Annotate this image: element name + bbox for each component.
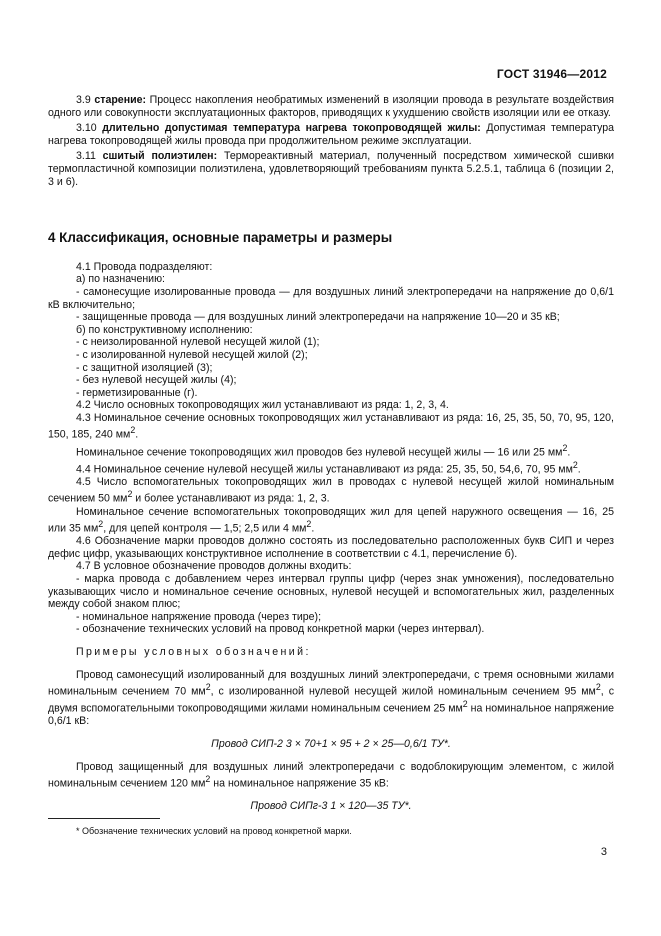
clause-4-3	[48, 412, 614, 442]
example-1-formula: Провод СИП-2 3 × 70+1 × 95 + 2 × 25—0,6/1 ТУ*.	[211, 738, 451, 751]
superscript: 2	[98, 519, 104, 530]
superscript: 2	[595, 682, 601, 693]
clause-4-6: 4.6 Обозначение марки проводов должно состоять из последовательно расположенных букв СИП и через дефис цифр, указывающих конструктивное исполнение в соответствии с 4.1, перечисление б).	[48, 535, 614, 560]
def-text: Процесс накопления необратимых изменений в изоляции провода в результате воздействия одного или совокупности эксплуатационных факторов, приводящих к ухудшению свойств изоляции или ее отказу.	[48, 94, 615, 119]
clause-4-1: 4.1 Провода подразделяют:	[76, 260, 213, 273]
superscript: 2	[205, 774, 211, 785]
list-4-7-item: - номинальное напряжение провода (через тире);	[76, 610, 322, 623]
clause-4-5	[48, 476, 614, 506]
list-b-item: - герметизированные (г).	[76, 386, 198, 399]
example-1-text	[48, 669, 614, 728]
def-term: старение:	[94, 94, 147, 106]
example-text: , с изолированной нулевой несущей жилой номинальным сечением 95 мм	[210, 685, 596, 698]
footnote: * Обозначение технических условий на провод конкретной марки.	[76, 826, 352, 836]
clause-text: и более устанавливают из ряда: 1, 2, 3.	[132, 492, 330, 505]
example-text: , с двумя вспомогательными токопроводящими жилами номинальным сечением 25 мм	[48, 685, 614, 715]
page-body	[48, 94, 614, 823]
superscript: 2	[306, 519, 312, 530]
def-text: Допустимая температура нагрева токопроводящей жилы провода при продолжительном режиме эксплуатации.	[48, 122, 615, 147]
def-number: 3.9	[76, 94, 91, 106]
superscript: 2	[462, 699, 468, 710]
punct: .	[567, 446, 571, 459]
definition-3-10	[48, 122, 614, 147]
clause-4-7: 4.7 В условное обозначение проводов должны входить:	[76, 560, 352, 573]
standard-header: ГОСТ 31946—2012	[496, 67, 607, 81]
clause-text: Номинальное сечение токопроводящих жил проводов без нулевой несущей жилы — 16 или 25 мм	[76, 446, 563, 459]
superscript: 2	[127, 489, 133, 500]
list-a-item: - самонесущие изолированные провода — для воздушных линий электропередачи на напряжение до 0,6/1 кВ включительно;	[48, 285, 614, 311]
list-b-label: б) по конструктивному исполнению:	[76, 323, 253, 336]
example-text: Провод защищенный для воздушных линий электропередачи с водоблокирующим элементом, с жилой номинальным сечением 120 мм	[48, 760, 614, 790]
superscript: 2	[562, 442, 568, 453]
clause-text: 4.4 Номинальное сечение нулевой несущей жилы устанавливают из ряда: 25, 35, 50, 54,6, 70, 95 мм	[76, 463, 573, 476]
example-text: на номинальное напряжение 35 кВ:	[210, 777, 389, 790]
example-text: Провод самонесущий изолированный для воздушных линий электропередачи, с тремя основными жилами номинальным сечением 70 мм	[48, 668, 614, 698]
example-text: на номинальное напряжение 0,6/1 кВ:	[48, 702, 615, 728]
list-a-item: - защищенные провода — для воздушных линий электропередачи на напряжение 10—20 и 35 кВ;	[76, 311, 560, 324]
list-b-item: - с неизолированной нулевой несущей жилой (1);	[76, 336, 320, 349]
def-number: 3.10	[76, 122, 97, 135]
list-a-label: а) по назначению:	[76, 273, 165, 286]
example-2-text	[48, 761, 614, 791]
clause-4-5-note	[48, 506, 614, 536]
punct: .	[311, 522, 315, 535]
examples-title: Примеры условных обозначений:	[76, 646, 311, 659]
example-2-formula: Провод СИПг-3 1 × 120—35 ТУ*.	[250, 800, 412, 813]
definition-3-11	[48, 150, 614, 188]
punct: .	[577, 463, 581, 476]
list-4-7-item: - марка провода с добавлением через интервал группы цифр (через знак умножения), последовательно указывающих число и номинальное сечение основных, нулевой несущей и вспомогательных жил, разделенных между собой знаком плюс;	[48, 573, 614, 611]
superscript: 2	[130, 425, 136, 436]
clause-4-4	[48, 459, 614, 476]
list-b-item: - с защитной изоляцией (3);	[76, 361, 213, 374]
def-term: сшитый полиэтилен:	[102, 150, 218, 163]
superscript: 2	[205, 682, 211, 693]
def-term: длительно допустимая температура нагрева токопроводящей жилы:	[102, 122, 481, 135]
definition-3-9	[48, 94, 614, 119]
clause-4-2: 4.2 Число основных токопроводящих жил устанавливают из ряда: 1, 2, 3, 4.	[76, 399, 449, 412]
section-4-heading: 4 Классификация, основные параметры и размеры	[48, 230, 393, 246]
page-number: 3	[600, 846, 607, 858]
clause-text: Номинальное сечение вспомогательных токопроводящих жил для цепей наружного освещения — 16, 25 или 35 мм	[48, 505, 614, 535]
clause-text: 4.5 Число вспомогательных токопроводящих жил в проводах с нулевой несущей жилой номинальным сечением 50 мм	[48, 475, 614, 505]
superscript: 2	[572, 459, 578, 470]
clause-text: 4.3 Номинальное сечение основных токопроводящих жил устанавливают из ряда: 16, 25, 35, 50, 70, 95, 120, 150, 185, 240 мм	[48, 411, 614, 441]
clause-text: , для цепей контроля — 1,5; 2,5 или 4 мм	[103, 522, 307, 535]
list-b-item: - с изолированной нулевой несущей жилой (2);	[76, 348, 308, 361]
list-b-item: - без нулевой несущей жилы (4);	[76, 374, 237, 387]
punct: .	[135, 429, 139, 441]
def-number: 3.11	[76, 150, 96, 163]
footnote-separator	[48, 818, 160, 819]
list-4-7-item: - обозначение технических условий на провод конкретной марки (через интервал).	[76, 623, 485, 636]
def-text: Термореактивный материал, полученный посредством химической сшивки термопластичной композиции полиэтилена, удовлетворяющий требованиям пункта 5.2.5.1, таблица 6 (позиции 2, 3 и 6).	[48, 150, 614, 188]
clause-4-3-note	[48, 442, 614, 459]
